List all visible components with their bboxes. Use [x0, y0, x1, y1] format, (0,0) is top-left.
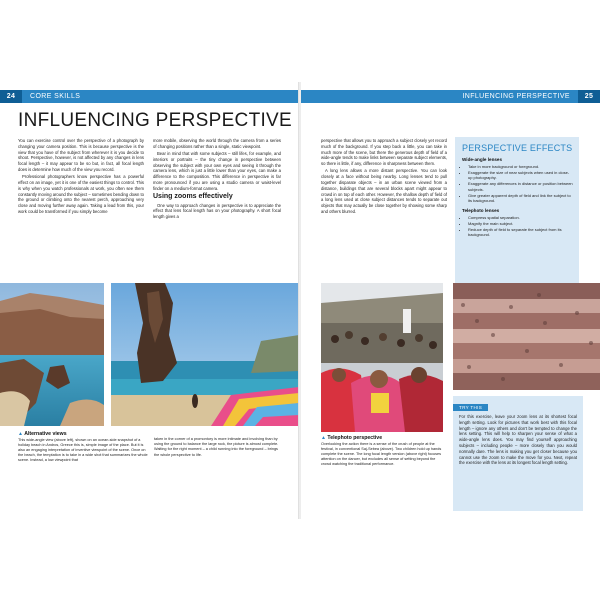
paragraph: Bear in mind that with some subjects – still lifes, for example, and interiors or portraits – the tiny change in perspective between observing the subject with your own eyes and seeing it through the camera lens, which is just a little lower than your eyes, can make a difference to the composition. This difference in perspective is far more pronounced if you are using a studio camera or waist-level finder on a medium-format camera. [153, 151, 281, 191]
list-item: • Exaggerate any differences in distance or position between subjects. [468, 181, 573, 192]
list-item: • Take in more background or foreground. [468, 164, 573, 169]
left-page-header [0, 90, 299, 103]
paragraph: more mobile, observing the world through the camera from a series of changing positions rather than a single, static viewpoint. [153, 138, 281, 149]
paragraph: You can exercise control over the perspective of a photograph by changing your camera position. This is because perspective is the view that you have of the subject from wherever it is you decide to shoot. Perspective, however, is not affected by any changes in lens focal length – it may appear to be so but, in fact, all focal length does is determine how much of the view you record. [18, 138, 144, 172]
left-page [0, 82, 299, 519]
right-section-label: INFLUENCING PERSPECTIVE [462, 93, 570, 100]
paragraph: perspective that allows you to approach a subject closely yet record much of the background. If you step back a little, you can take in much more of the scene, but there the generous depth of field of a wide-angle tends to make links between separate subject elements, so there is little, if any, difference in sharpness between them. [321, 138, 447, 167]
left-body-column-2 [153, 138, 281, 263]
telephoto-illustration [453, 283, 600, 390]
triangle-up-icon: ▲ [321, 435, 326, 441]
list-item: • Exaggerate the size of near subjects when used in close-up photography. [468, 170, 573, 181]
subheading-zooms: Using zooms effectively [153, 193, 233, 201]
caption-text: taken in the corner of a promontory is more intimate and involving than by using the ground to balance the large rock, the picture is almost complete. Waiting for the right moment – a child running into the foreground – brings the whole perspective to life. [154, 437, 279, 457]
caption-text: This wide-angle view (above left), shown on an ocean-side snapshot of a holiday beach in Andros, Greece this is, simple image of the place. But it is also an engaging interpretation of inventive viewpoint of the scene. Once on the beach, the temptation is to take in a wide shot that summarizes the whole scene. Instead, a low viewpoint that [18, 437, 148, 463]
right-page-header [301, 90, 600, 103]
try-this-label: TRY THIS [453, 404, 488, 411]
right-body-column-1 [321, 138, 447, 288]
left-section-label: CORE SKILLS [30, 93, 81, 100]
telephoto-heading: Telephoto lenses [462, 207, 500, 213]
effects-title: PERSPECTIVE EFFECTS [462, 143, 573, 153]
list-item: • Give greater apparent depth of field and link the subject to its background. [468, 193, 573, 204]
paragraph: A long lens allows a more distant perspective. You can look closely at a face without being nearby. Long lenses tend to pull together disparate objects – in an urban scene viewed from a distance, buildings that are several blocks apart might appear to crowd in on top of each other. However, the shallow depth of field of a long lens used at close subject distances tends to separate out objects that may actually be close together by showing some sharp and others blurred. [321, 168, 447, 215]
right-page-number: 25 [578, 90, 600, 103]
beach-rock-photo [111, 283, 299, 426]
left-page-number: 24 [0, 90, 22, 103]
paragraph: One way to approach changes in perspective is to appreciate the effect that lens focal length has on your photography. A short focal length gives a [153, 202, 281, 220]
wide-angle-list [468, 164, 573, 204]
telephoto-list [468, 215, 573, 238]
caption-title-text: Alternative views [24, 431, 67, 437]
try-this-text: For this exercise, leave your zoom lens at its shortest focal length setting. Look for pictures that work best with this focal length – ignore any others and don't be tempted to change the lens setting. This will help to sharpen your sense of what a wide-angle lens does. You may find yourself approaching subjects – including people – more closely than you would normally dare. The lens is making you get closer because you cannot use the zoom to make the move for you. Next, repeat the exercise with the lens at its longest focal length setting. [459, 414, 577, 466]
caption-title-text: Telephoto perspective [327, 435, 383, 441]
paragraph: Professional photographers know perspective has a powerful effect on an image, yet it is one of the easiest things to control. This is why when you watch professionals at work, you often see them constantly moving around the subject – sometimes bending down to the ground or climbing onto the nearest perch, approaching very close and moving further away again. Taking a lead from this, your work could be transformed if you simply become [18, 174, 144, 215]
book-spread [0, 82, 600, 519]
page-title: INFLUENCING PERSPECTIVE [18, 110, 293, 131]
festival-illustration [321, 283, 443, 432]
left-body-column-1 [18, 138, 144, 260]
right-page [301, 82, 600, 519]
beach-rock-illustration [111, 283, 299, 426]
coast-photo-illustration [0, 283, 104, 426]
left-caption-1 [18, 431, 148, 517]
list-item: • Compress spatial separation. [468, 215, 573, 220]
coast-photo [0, 283, 104, 426]
right-caption [321, 435, 445, 517]
perspective-effects-box [455, 137, 579, 283]
wide-angle-heading: Wide-angle lenses [462, 157, 503, 162]
list-item: • Reduce depth of field to separate the subject from its background. [468, 227, 573, 238]
left-caption-2 [154, 437, 282, 517]
caption-text: Overlooking the action there is a sense of the crush of people at the festival, in conventional Saj-Sebea (above). Two children hold up hands complete the scene. The long focal length version (above right) focuses attention on the dancer, but excludes all sense of setting beyond the crowd watching the traditional performance. [321, 441, 442, 467]
try-this-box [453, 396, 583, 511]
telephoto-crowd-photo [453, 283, 600, 390]
festival-photo [321, 283, 443, 432]
triangle-up-icon: ▲ [18, 431, 23, 437]
list-item: • Magnify the main subject. [468, 221, 573, 226]
